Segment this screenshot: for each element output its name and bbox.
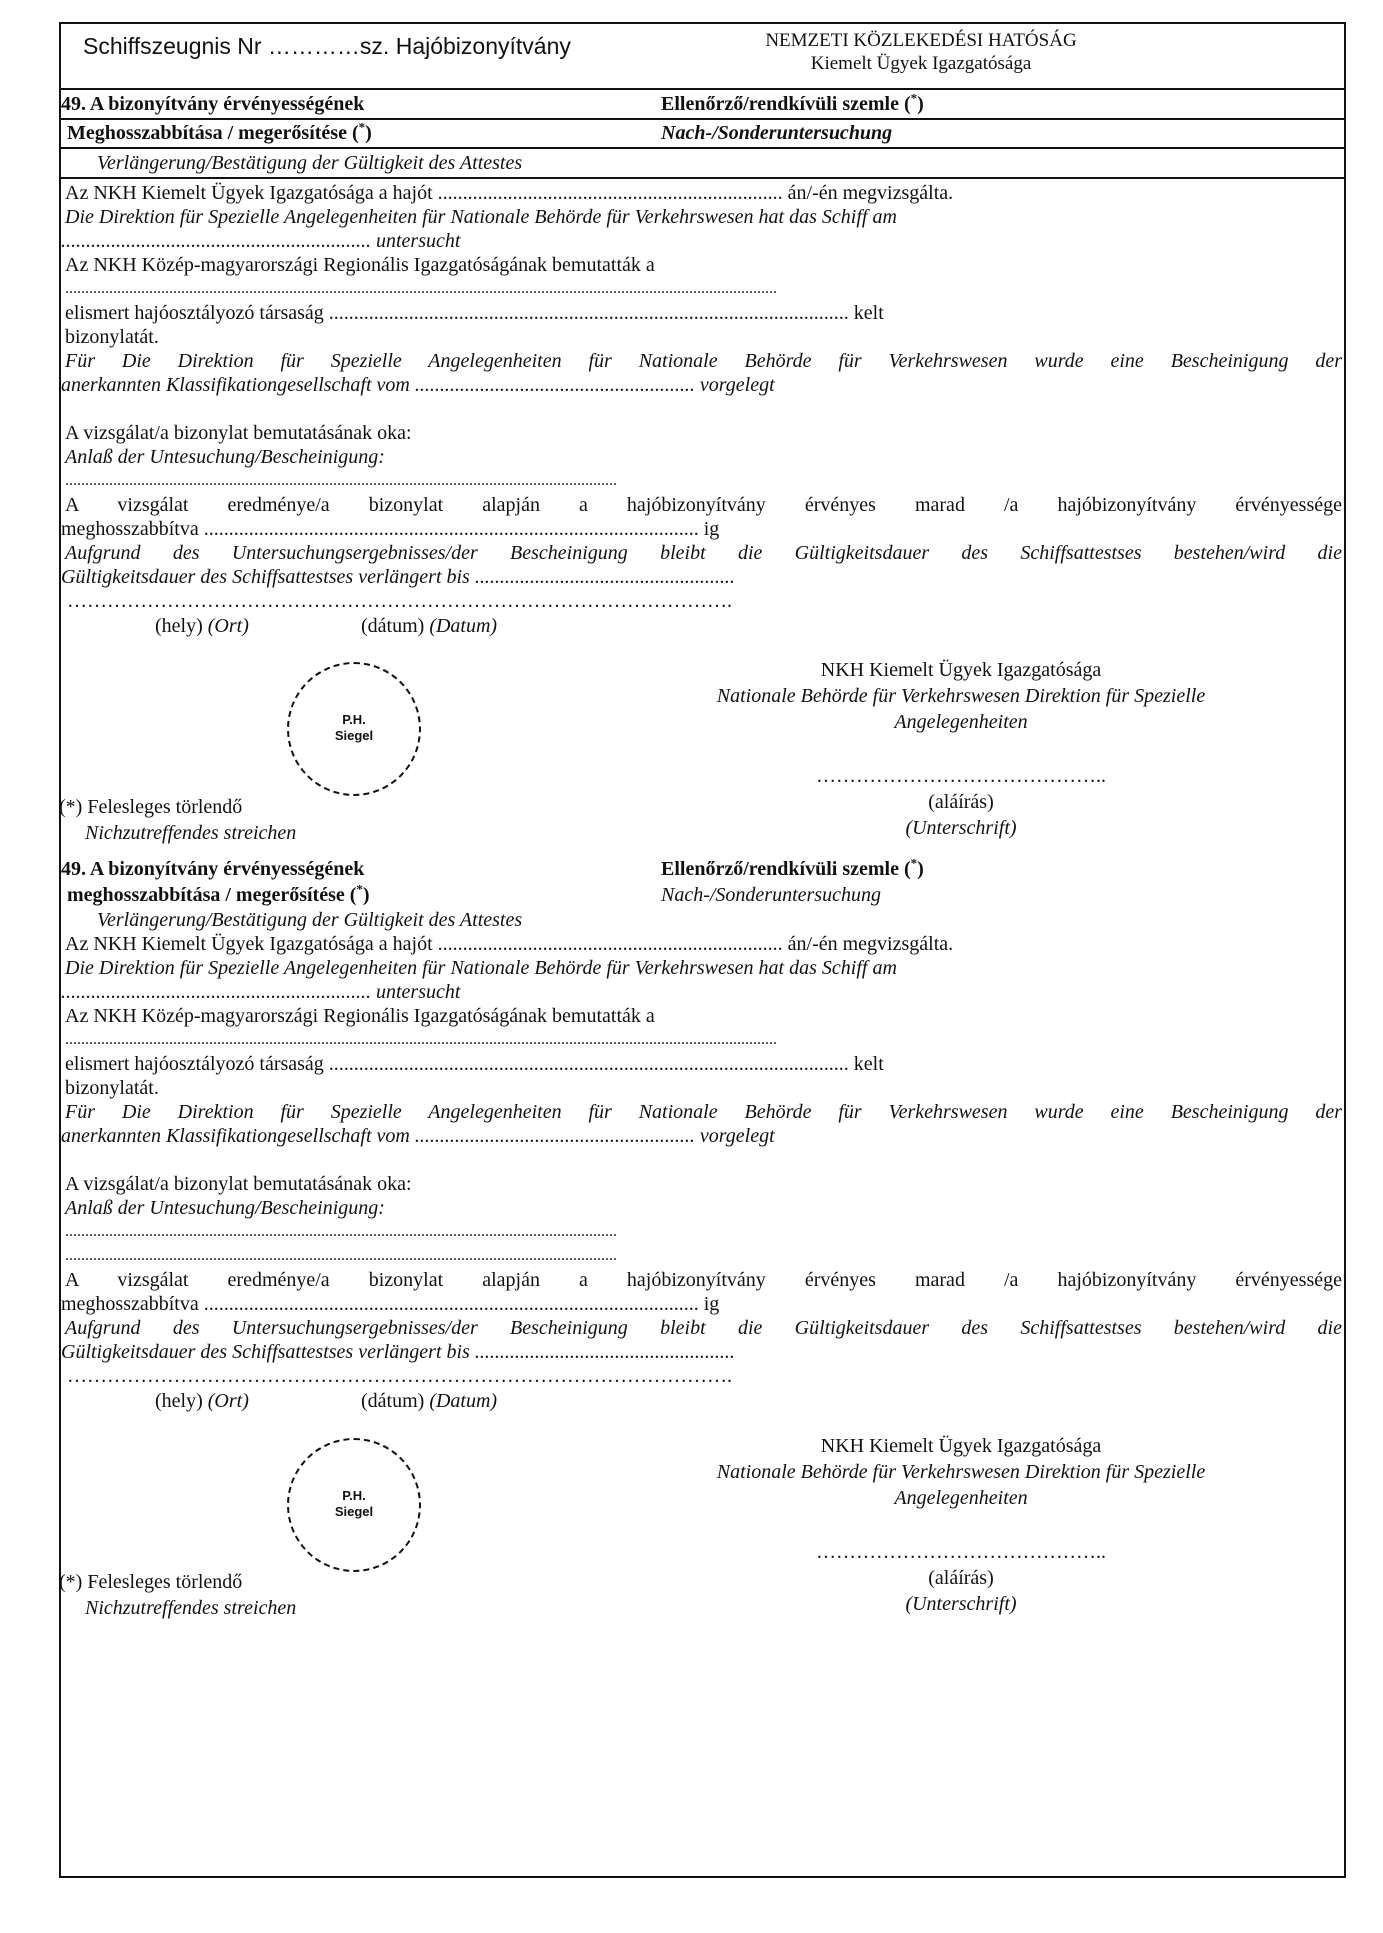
footnote-de: Nichzutreffendes streichen: [85, 1597, 297, 1619]
inspection-type-de: Nach-/Sonderuntersuchung: [661, 122, 893, 144]
place-label: (hely) (Ort): [155, 1390, 249, 1412]
authority-department: Kiemelt Ügyek Igazgatósága: [810, 53, 1032, 74]
section-title: 49. A bizonyítvány érvényességének: [61, 858, 365, 880]
signing-authority: NKH Kiemelt Ügyek Igazgatósága: [820, 659, 1102, 681]
inspection-type-title: Ellenőrző/rendkívüli szemle (*): [661, 855, 924, 880]
inspection-date-line: Az NKH Kiemelt Ügyek Igazgatósága a hajót ..................................................................... án/-én megvizsgálta.: [65, 182, 954, 204]
inspection-date-line-de-2: .............................................................. untersucht: [61, 230, 461, 252]
inspection-reason-label-de: Anlaß der Untesuchung/Bescheinigung:: [65, 446, 385, 468]
section-subtitle-de: Verlängerung/Bestätigung der Gültigkeit des Attestes: [97, 152, 523, 174]
inspection-date-line-de-2: .............................................................. untersucht: [61, 981, 461, 1003]
signature-label-de: (Unterschrift): [905, 817, 1017, 839]
section-title-line2: meghosszabbítása / megerősítése (*): [67, 881, 370, 906]
footnote: (*) Felesleges törlendő: [59, 796, 243, 818]
result-line-2: meghosszabbítva ................................................................................................... ig: [61, 1293, 720, 1315]
dotted-fill-line: ..........................................................................................................................................: [65, 1223, 617, 1240]
divider: [61, 118, 1344, 120]
signature-line: ……………………………………..: [816, 765, 1106, 787]
official-seal-placeholder: P.H. Siegel: [287, 662, 421, 796]
classification-society-de: anerkannten Klassifikationgesellschaft vom ........................................................ vorgelegt: [61, 1125, 775, 1147]
result-line-de-2: Gültigkeitsdauer des Schiffsattestses verlängert bis ....................................................: [61, 1341, 735, 1363]
classification-society-de: anerkannten Klassifikationgesellschaft vom ........................................................ vorgelegt: [61, 374, 775, 396]
certificate-presented-line: Az NKH Közép-magyarországi Regionális Igazgatóságának bemutatták a: [65, 254, 655, 276]
certificate-presented-de: Für Die Direktion für Spezielle Angelegenheiten für Nationale Behörde für Verkehrswesen wurde eine Bescheinigung der: [65, 350, 1342, 372]
classification-society-line: elismert hajóosztályozó társaság ........................................................................................................ kelt: [65, 302, 884, 324]
result-line-de: Aufgrund des Untersuchungsergebnisses/der Bescheinigung bleibt die Gültigkeitsdauer des Schiffsattestses bestehen/wird die: [65, 542, 1342, 564]
place-date-dots: ……………………………………………………………………………………….: [67, 590, 732, 612]
signing-authority-de-2: Angelegenheiten: [894, 711, 1028, 733]
place-label: (hely) (Ort): [155, 615, 249, 637]
inspection-reason-label: A vizsgálat/a bizonylat bemutatásának oka:: [65, 1173, 412, 1195]
dotted-fill-line: ..................................................................................................................................................................................: [65, 1031, 777, 1048]
signing-authority: NKH Kiemelt Ügyek Igazgatósága: [820, 1435, 1102, 1457]
result-line: A vizsgálat eredménye/a bizonylat alapján a hajóbizonyítvány érvényes marad /a hajóbizonyítvány érvényessége: [65, 1269, 1342, 1291]
dotted-fill-line: ..................................................................................................................................................................................: [65, 280, 777, 297]
divider: [61, 88, 1344, 90]
certificate-presented-line: Az NKH Közép-magyarországi Regionális Igazgatóságának bemutatták a: [65, 1005, 655, 1027]
certificate-page: [59, 22, 1346, 1878]
footnote-de: Nichzutreffendes streichen: [85, 822, 297, 844]
section-title-line2: Meghosszabbítása / megerősítése (*): [67, 119, 372, 144]
certificate-presented-de: Für Die Direktion für Spezielle Angelegenheiten für Nationale Behörde für Verkehrswesen wurde eine Bescheinigung der: [65, 1101, 1342, 1123]
footnote: (*) Felesleges törlendő: [59, 1571, 243, 1593]
inspection-reason-label: A vizsgálat/a bizonylat bemutatásának oka:: [65, 422, 412, 444]
authority-name: NEMZETI KÖZLEKEDÉSI HATÓSÁG: [765, 30, 1077, 51]
inspection-type-title: Ellenőrző/rendkívüli szemle (*): [661, 90, 924, 115]
signature-line: ……………………………………..: [816, 1541, 1106, 1563]
classification-society-line: elismert hajóosztályozó társaság ........................................................................................................ kelt: [65, 1053, 884, 1075]
dotted-fill-line: ..........................................................................................................................................: [65, 1247, 617, 1264]
date-label: (dátum) (Datum): [361, 1390, 498, 1412]
inspection-date-line: Az NKH Kiemelt Ügyek Igazgatósága a hajót ..................................................................... án/-én megvizsgálta.: [65, 933, 954, 955]
inspection-type-de: Nach-/Sonderuntersuchung: [661, 884, 881, 906]
date-label: (dátum) (Datum): [361, 615, 498, 637]
divider: [61, 177, 1344, 179]
certificate-word: bizonylatát.: [65, 326, 159, 348]
dotted-fill-line: ..........................................................................................................................................: [65, 472, 617, 489]
inspection-reason-label-de: Anlaß der Untesuchung/Bescheinigung:: [65, 1197, 385, 1219]
section-subtitle-de: Verlängerung/Bestätigung der Gültigkeit des Attestes: [97, 909, 523, 931]
signature-label: (aláírás): [928, 791, 994, 813]
place-date-dots: ……………………………………………………………………………………….: [67, 1365, 732, 1387]
signature-label: (aláírás): [928, 1567, 994, 1589]
signing-authority-de: Nationale Behörde für Verkehrswesen Direktion für Spezielle: [716, 685, 1206, 707]
result-line: A vizsgálat eredménye/a bizonylat alapján a hajóbizonyítvány érvényes marad /a hajóbizonyítvány érvényessége: [65, 494, 1342, 516]
inspection-date-line-de: Die Direktion für Spezielle Angelegenheiten für Nationale Behörde für Verkehrswesen hat das Schiff am: [65, 206, 897, 228]
inspection-date-line-de: Die Direktion für Spezielle Angelegenheiten für Nationale Behörde für Verkehrswesen hat das Schiff am: [65, 957, 897, 979]
certificate-word: bizonylatát.: [65, 1077, 159, 1099]
signature-label-de: (Unterschrift): [905, 1593, 1017, 1615]
signing-authority-de: Nationale Behörde für Verkehrswesen Direktion für Spezielle: [716, 1461, 1206, 1483]
section-title: 49. A bizonyítvány érvényességének: [61, 93, 365, 115]
certificate-number-label: Schiffszeugnis Nr …………sz. Hajóbizonyítvány: [83, 33, 571, 59]
result-line-de-2: Gültigkeitsdauer des Schiffsattestses verlängert bis ....................................................: [61, 566, 735, 588]
result-line-de: Aufgrund des Untersuchungsergebnisses/der Bescheinigung bleibt die Gültigkeitsdauer des Schiffsattestses bestehen/wird die: [65, 1317, 1342, 1339]
official-seal-placeholder: P.H. Siegel: [287, 1438, 421, 1572]
signing-authority-de-2: Angelegenheiten: [894, 1487, 1028, 1509]
result-line-2: meghosszabbítva ................................................................................................... ig: [61, 518, 720, 540]
divider: [61, 147, 1344, 149]
